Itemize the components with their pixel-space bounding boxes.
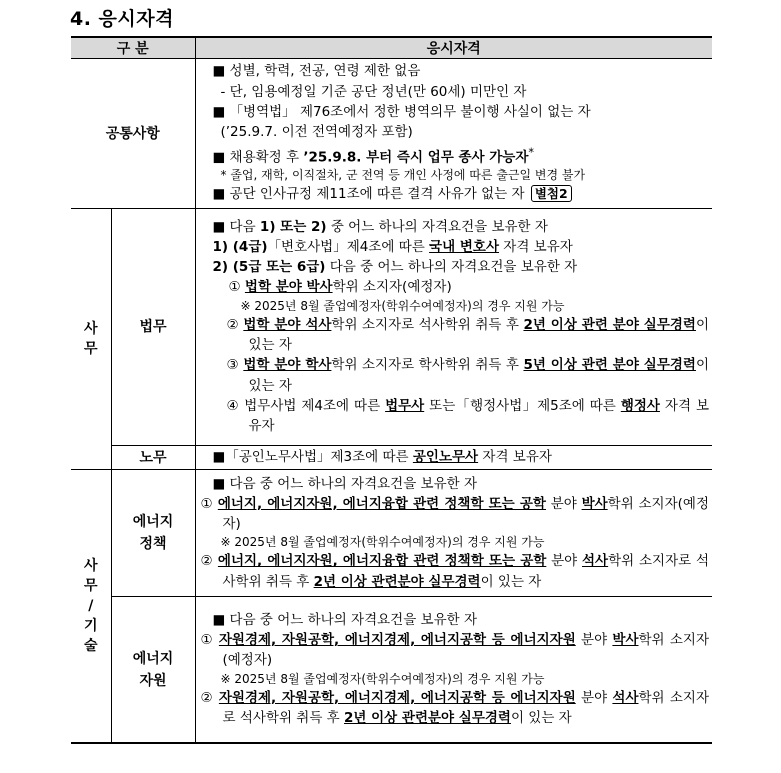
row-common [71, 59, 712, 209]
group-label-office: 사 무 [71, 209, 111, 470]
common-line-4: (’25.9.7. 이전 전역예정자 포함) [220, 124, 413, 141]
law-line-4: ① 법학 분야 박사학위 소지자(예정자) [228, 279, 452, 296]
resource-line-2: ① 자원경제, 자원공학, 에너지경제, 에너지공학 등 에너지자원 분야 박사학위 소지자(예정자) [200, 632, 709, 669]
law-line-3: 2) (5급 또는 6급) 다음 중 어느 하나의 자격요건을 보유한 자 [212, 259, 578, 276]
section-title: 4. 응시자격 [70, 8, 174, 30]
law-line-2: 1) (4급)「변호사법」제4조에 따른 국내 변호사 자격 보유자 [212, 238, 573, 255]
group-label-office-tech: 사 무 / 기 술 [71, 470, 111, 743]
label-labor: 노무 [111, 446, 195, 470]
common-line-7: ■ 공단 인사규정 제11조에 따른 결격 사유가 없는 자 별첨2 [201, 184, 710, 204]
law-note: ※ 2025년 8월 졸업예정자(학위수여예정자)의 경우 지원 가능 [240, 298, 565, 313]
attachment-badge: 별첨2 [531, 185, 572, 202]
content-common [195, 59, 712, 209]
label-energy-policy: 에너지 정책 [111, 470, 195, 597]
labor-line-1: ■「공인노무사법」제3조에 따른 공인노무사 자격 보유자 [212, 449, 552, 465]
content-energy-policy [195, 470, 712, 597]
law-line-1: ■ 다음 1) 또는 2) 중 어느 하나의 자격요건을 보유한 자 [212, 218, 548, 235]
resource-line-1: ■ 다음 중 어느 하나의 자격요건을 보유한 자 [212, 611, 477, 628]
row-law [71, 209, 712, 446]
policy-line-4: ② 에너지, 에너지자원, 에너지융합 관련 정책학 또는 공학 분야 석사학위 소지자로 석사학위 취득 후 2년 이상 관련분야 실무경력이 있는 자 [200, 553, 709, 590]
row-labor [71, 446, 712, 470]
common-line-2: - 단, 임용예정일 기준 공단 정년(만 60세) 미만인 자 [220, 83, 527, 100]
common-line-3: ■ 「병역법」 제76조에서 정한 병역의무 불이행 사실이 없는 자 [212, 103, 591, 120]
common-line-5: ■ 채용확정 후 ’25.9.8. 부터 즉시 업무 종사 가능자* [212, 145, 535, 166]
qualification-table [71, 36, 712, 744]
row-energy-policy [71, 470, 712, 597]
content-energy-resource [195, 597, 712, 743]
row-energy-resource [71, 597, 712, 743]
law-line-7: ③ 법학 분야 학사학위 소지자로 학사학위 취득 후 5년 이상 관련 분야 실무경력이 있는 자 [226, 357, 709, 394]
common-note: * 졸업, 재학, 이직절차, 군 전역 등 개인 사정에 따른 출근일 변경 불가 [220, 168, 586, 183]
policy-note: ※ 2025년 8월 졸업예정자(학위수여예정자)의 경우 지원 가능 [220, 535, 545, 550]
law-line-6: ② 법학 분야 석사학위 소지자로 석사학위 취득 후 2년 이상 관련 분야 실무경력이 있는 자 [226, 316, 709, 353]
policy-line-1: ■ 다음 중 어느 하나의 자격요건을 보유한 자 [212, 475, 477, 492]
content-labor [195, 446, 712, 470]
law-line-8: ④ 법무사법 제4조에 따른 법무사 또는「행정사법」제5조에 따른 행정사 자격 보유자 [226, 397, 709, 435]
common-line-1: ■ 성별, 학력, 전공, 연령 제한 없음 [212, 63, 421, 80]
table-header-row [71, 37, 712, 59]
header-category: 구 분 [71, 37, 195, 59]
label-common: 공통사항 [71, 59, 195, 209]
header-qualification: 응시자격 [195, 37, 712, 59]
label-energy-resource: 에너지 자원 [111, 597, 195, 743]
resource-line-4: ② 자원경제, 자원공학, 에너지경제, 에너지공학 등 에너지자원 분야 석사학위 소지자로 석사학위 취득 후 2년 이상 관련분야 실무경력이 있는 자 [200, 689, 709, 726]
content-law [195, 209, 712, 446]
label-law: 법무 [111, 209, 195, 446]
resource-note: ※ 2025년 8월 졸업예정자(학위수여예정자)의 경우 지원 가능 [220, 671, 545, 686]
policy-line-2: ① 에너지, 에너지자원, 에너지융합 관련 정책학 또는 공학 분야 박사학위 소지자(예정자) [200, 495, 709, 533]
